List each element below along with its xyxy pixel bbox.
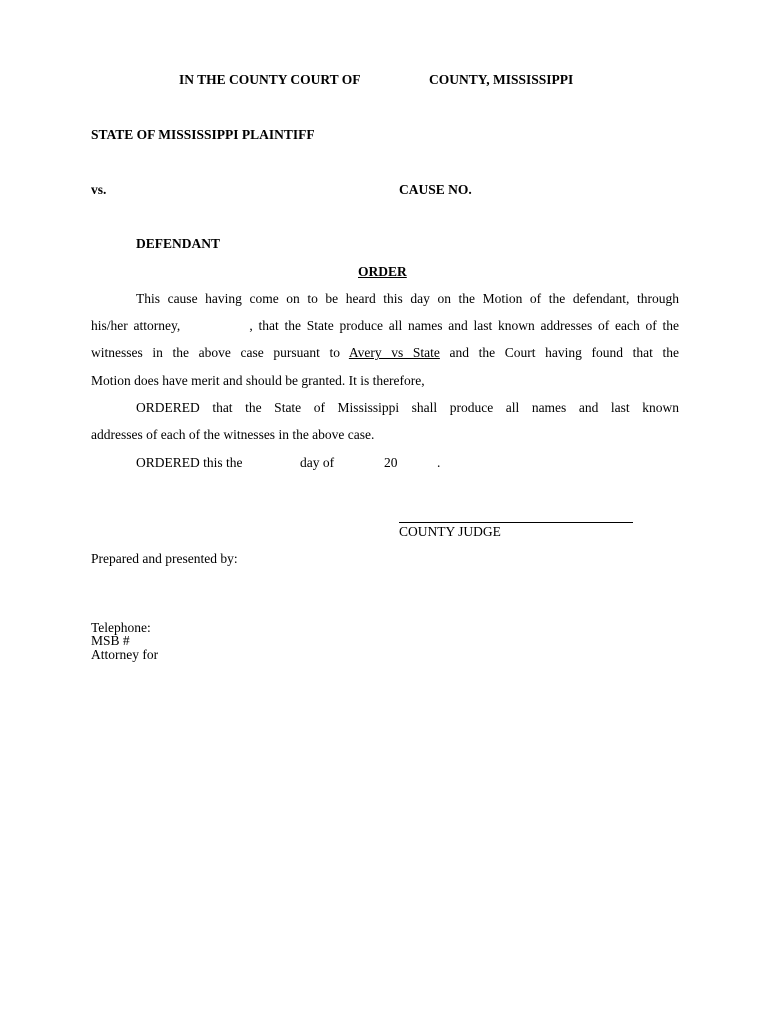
day-of-label: day of bbox=[300, 455, 335, 470]
plaintiff-caption: STATE OF MISSISSIPPI PLAINTIFF bbox=[91, 127, 315, 142]
order-title: ORDER bbox=[358, 264, 407, 279]
court-heading-right: COUNTY, MISSISSIPPI bbox=[429, 72, 574, 87]
attorney-for-label: Attorney for bbox=[91, 647, 159, 662]
date-period: . bbox=[437, 455, 441, 470]
order-paragraph-1 bbox=[91, 285, 679, 394]
judge-signature-line bbox=[399, 522, 633, 523]
paragraph-line: addresses of each of the witnesses in the above case. bbox=[91, 427, 375, 443]
prepared-by-label: Prepared and presented by: bbox=[91, 551, 238, 566]
telephone-label: Telephone: bbox=[91, 620, 151, 635]
msb-number-label: MSB # bbox=[91, 633, 130, 648]
ordered-date-label: ORDERED this the bbox=[136, 455, 243, 470]
paragraph-line: ORDERED that the State of Mississippi shall produce all names and last known bbox=[136, 400, 679, 415]
year-prefix: 20 bbox=[384, 455, 398, 470]
versus-label: vs. bbox=[91, 182, 107, 197]
order-paragraph-2 bbox=[91, 394, 679, 448]
case-citation: Avery vs State bbox=[348, 345, 440, 361]
defendant-caption: DEFENDANT bbox=[136, 236, 221, 251]
court-heading-left: IN THE COUNTY COURT OF bbox=[179, 72, 361, 87]
cause-number-label: CAUSE NO. bbox=[399, 182, 472, 197]
text-segment: and the Court having found that the bbox=[439, 345, 680, 361]
paragraph-line bbox=[91, 339, 679, 366]
county-judge-label: COUNTY JUDGE bbox=[399, 524, 501, 539]
paragraph-line: Motion does have merit and should be granted. It is therefore, bbox=[91, 372, 425, 388]
paragraph-line: his/her attorney, , that the State produce all names and last known addresses of each of the bbox=[91, 318, 679, 334]
paragraph-line: This cause having come on to be heard this day on the Motion of the defendant, through bbox=[136, 291, 679, 306]
text-segment: witnesses in the above case pursuant to bbox=[91, 345, 349, 361]
